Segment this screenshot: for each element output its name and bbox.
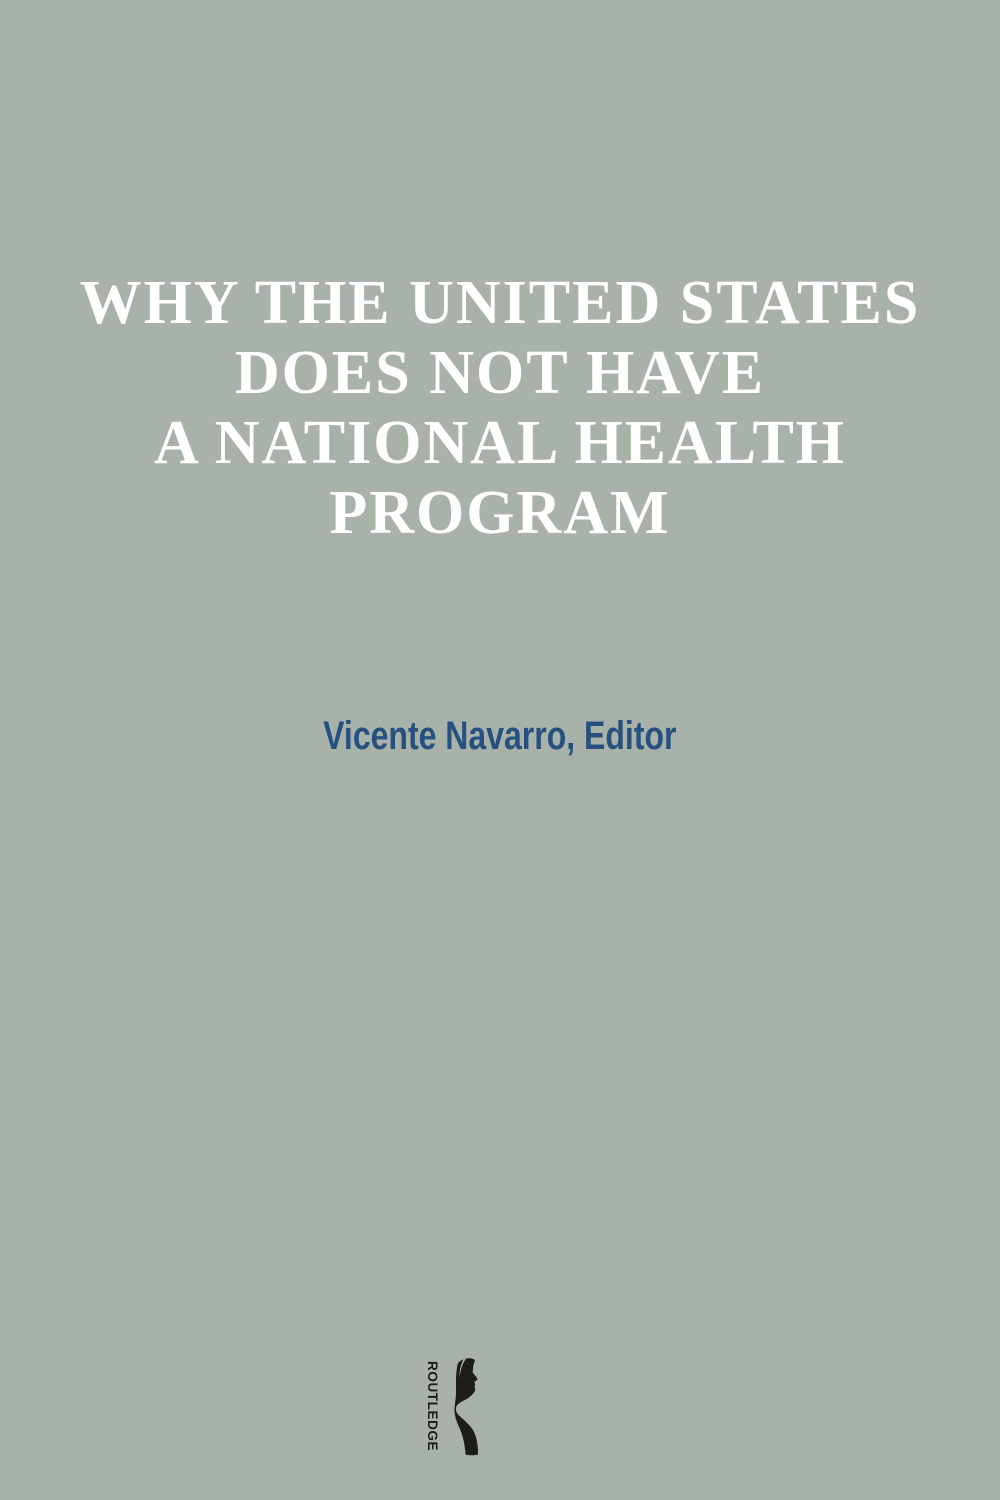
routledge-r-face-icon (443, 1357, 491, 1456)
book-title (0, 268, 1000, 548)
title-line-3: A NATIONAL HEALTH (153, 409, 847, 477)
author-name: Vicente Navarro, Editor (323, 714, 677, 758)
title-line-1: WHY THE UNITED STATES (79, 269, 921, 337)
title-line-4: PROGRAM (329, 479, 671, 547)
routledge-wordmark: ROUTLEDGE (425, 1361, 440, 1452)
title-line-2: DOES NOT HAVE (234, 339, 766, 407)
author-line (0, 712, 1000, 760)
publisher-logo (423, 1357, 491, 1457)
